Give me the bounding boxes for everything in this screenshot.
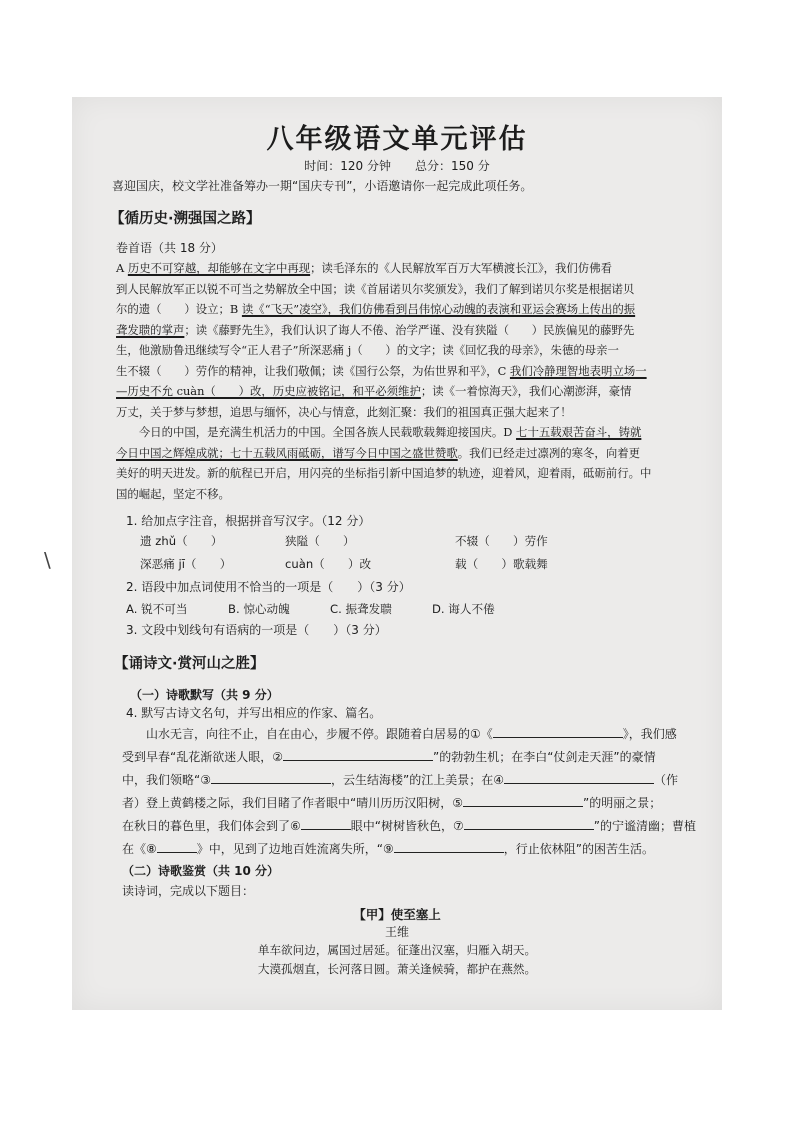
- dictation-text: 在秋日的暮色里，我们体会到了⑥: [122, 819, 301, 833]
- poem-line-1: 单车欲问边，属国过居延。征蓬出汉塞，归雁入胡天。: [257, 943, 537, 957]
- option-a: A. 锐不可当: [126, 602, 188, 616]
- question-2: 2. 语段中加点词使用不恰当的一项是（ ）（3 分）: [126, 580, 411, 594]
- dictation-text: ⑦: [452, 819, 464, 833]
- exam-meta: 时间：120 分钟 总分：150 分: [304, 159, 490, 173]
- passage-text: 。我们已经走过凛冽的寒冬，向着更: [457, 445, 640, 460]
- dictation-text: 》中，见到了边地百姓流离失所，“: [196, 842, 383, 856]
- underlined-sentence: 七十五载艰苦奋斗，铸就: [516, 425, 642, 439]
- option-d: D. 诲人不倦: [432, 602, 495, 616]
- passage-text: 美好的明天进发。新的航程已开启，用闪亮的坐标指引新中国追梦的轨迹，迎着风，迎着雨，砥砺前行。中: [116, 466, 652, 480]
- passage-text: ；读《一着惊海天》，我们心潮澎湃，豪情: [420, 384, 632, 398]
- underlined-sentence: 历史不可穿越，却能够在文字中再现: [127, 261, 311, 275]
- passage-text: 生，他激励鲁迅继续写令“正人君子”所深恶痛 j（ ）的文字；读《回忆我的母亲》，朱德的母亲一: [116, 343, 619, 357]
- dictation-line-4: [122, 794, 661, 811]
- passage-line: [116, 342, 619, 358]
- dictation-text: 眼中“树树皆秋色，: [350, 819, 453, 833]
- dictation-text: ，行止依林阻”的困苦生活。: [503, 842, 654, 856]
- passage-line: [116, 486, 230, 502]
- passage-line: [116, 281, 634, 297]
- answer-blank-4[interactable]: [504, 771, 654, 784]
- dictation-text: 在《⑧: [122, 842, 157, 856]
- passage-text: 国的崛起，坚定不移。: [116, 486, 230, 501]
- dictation-text: ”的勃勃生机；在李白“仗剑走天涯”的豪情: [432, 750, 656, 764]
- dictation-text: 》，我们感: [622, 727, 677, 741]
- pinyin-item: 狭隘（ ）: [285, 534, 355, 548]
- question-4: 4. 默写古诗文名句，并写出相应的作家、篇名。: [126, 706, 382, 720]
- answer-blank-9[interactable]: [394, 840, 504, 853]
- passage-text: 今日的中国，是充满生机活力的中国。全国各族人民载歌载舞迎接国庆。D: [116, 425, 517, 439]
- passage-text: 到人民解放军正以锐不可当之势解放全中国；读《首届诺贝尔奖颁发》，我们了解到诺贝尔奖是根据诺贝: [116, 281, 635, 296]
- dictation-text: 受到早春“乱花渐欲迷人眼，②: [122, 750, 283, 764]
- dictation-line-2: [122, 748, 656, 765]
- pinyin-item: 载（ ）歌载舞: [455, 557, 548, 571]
- dictation-line-5: [122, 817, 696, 834]
- passage-text: ；读毛泽东的《人民解放军百万大军横渡长江》，我们仿佛看: [310, 261, 612, 275]
- passage-line: [116, 424, 641, 440]
- passage-text: 生不辍（ ）劳作的精神，让我们敬佩；读《国行公祭，为佑世界和平》，C: [116, 363, 510, 378]
- passage-line: [116, 445, 640, 461]
- underlined-sentence: 今日中国之辉煌成就；七十五载风雨砥砺，谱写今日中国之盛世赞歌: [116, 445, 458, 460]
- pinyin-item: 遗 zhǔ（ ）: [140, 534, 223, 548]
- reading-instruction: 读诗词，完成以下题目：: [122, 884, 255, 898]
- handwriting-mark: \: [44, 548, 51, 572]
- dictation-text: ⑨: [382, 842, 394, 856]
- dictation-text: 者）登上黄鹤楼之际，我们目睹了作者眼中“晴川历历汉阳树，⑤: [122, 796, 463, 810]
- underlined-sentence: 我们冷静理智地表明立场一: [509, 363, 647, 378]
- dictation-text: 中，我们领略“③: [122, 773, 211, 787]
- underlined-sentence: —历史不允 cuàn（ ）改，历史应被铭记，和平必须维护: [116, 384, 421, 398]
- underlined-sentence: 读《“飞天”凌空》，我们仿佛看到吕伟惊心动魄的表演和亚运会赛场上传出的振: [241, 302, 636, 316]
- passage-line: [116, 322, 634, 338]
- underlined-sentence: 聋发聩的掌声: [116, 322, 185, 337]
- poem-author: 王维: [384, 925, 409, 939]
- dictation-text: （作: [653, 773, 678, 787]
- question-1: 1. 给加点字注音，根据拼音写汉字。（12 分）: [126, 514, 371, 528]
- passage-line: [116, 301, 635, 317]
- answer-blank-8[interactable]: [157, 840, 197, 853]
- passage-text: A: [116, 261, 128, 275]
- dictation-line-3: [122, 771, 678, 788]
- passage-line: [116, 404, 572, 420]
- question-3: 3. 文段中划线句有语病的一项是（ ）（3 分）: [126, 623, 387, 637]
- pinyin-item: 不辍（ ）劳作: [455, 534, 548, 548]
- pinyin-item: cuàn（ ）改: [285, 557, 372, 571]
- passage-line: [116, 465, 651, 481]
- poem-line-2: 大漠孤烟直，长河落日圆。萧关逢候骑，都护在燕然。: [257, 962, 537, 976]
- dictation-text: 山水无言，向往不止，自在由心，步履不停。跟随着白居易的①《: [122, 727, 493, 741]
- answer-blank-2[interactable]: [283, 748, 433, 761]
- dictation-text: ”的宁谧清幽；曹植: [593, 819, 696, 833]
- answer-blank-6[interactable]: [301, 817, 351, 830]
- passage-line: [116, 260, 612, 276]
- intro-text: 喜迎国庆，校文学社准备筹办一期“国庆专刊”，小语邀请你一起完成此项任务。: [112, 179, 533, 193]
- section-heading-poetry: 【诵诗文·赏河山之胜】: [114, 656, 265, 672]
- answer-blank-5[interactable]: [463, 794, 583, 807]
- passage-text: ；读《藤野先生》，我们认识了诲人不倦、治学严谨、没有狭隘（ ）民族偏见的藤野先: [184, 322, 635, 337]
- passage-text: 万丈，关于梦与梦想，追思与缅怀，决心与情意，此刻汇聚：我们的祖国真正强大起来了！: [116, 404, 572, 419]
- exam-paper: [72, 97, 722, 1010]
- pinyin-item: 深恶痛 jī（ ）: [140, 557, 232, 571]
- pinyin-row-1: [140, 533, 548, 549]
- dictation-line-1: [122, 725, 677, 742]
- subsection-dictation: （一）诗歌默写（共 9 分）: [130, 688, 279, 702]
- page-title: 八年级语文单元评估: [266, 124, 528, 155]
- answer-blank-1[interactable]: [493, 725, 623, 738]
- dictation-line-6: [122, 840, 654, 857]
- dictation-text: ”的明丽之景；: [582, 796, 662, 810]
- poem-title: 【甲】使至塞上: [353, 907, 441, 922]
- option-b: B. 惊心动魄: [228, 602, 290, 616]
- option-c: C. 振聋发聩: [330, 602, 392, 616]
- subsection-appreciation: （二）诗歌鉴赏（共 10 分）: [122, 864, 280, 878]
- answer-blank-3[interactable]: [211, 771, 331, 784]
- pinyin-row-2: [140, 556, 548, 572]
- passage-text: 尔的遗（ ）设立；B: [116, 302, 242, 316]
- subsection-title: 卷首语（共 18 分）: [116, 241, 223, 255]
- section-heading-history: 【循历史·溯强国之路】: [110, 211, 261, 227]
- answer-blank-7[interactable]: [464, 817, 594, 830]
- passage-line: [116, 383, 632, 399]
- question-2-options: [126, 601, 495, 617]
- passage-line: [116, 363, 647, 379]
- dictation-text: ，云生结海楼”的江上美景；在④: [330, 773, 504, 787]
